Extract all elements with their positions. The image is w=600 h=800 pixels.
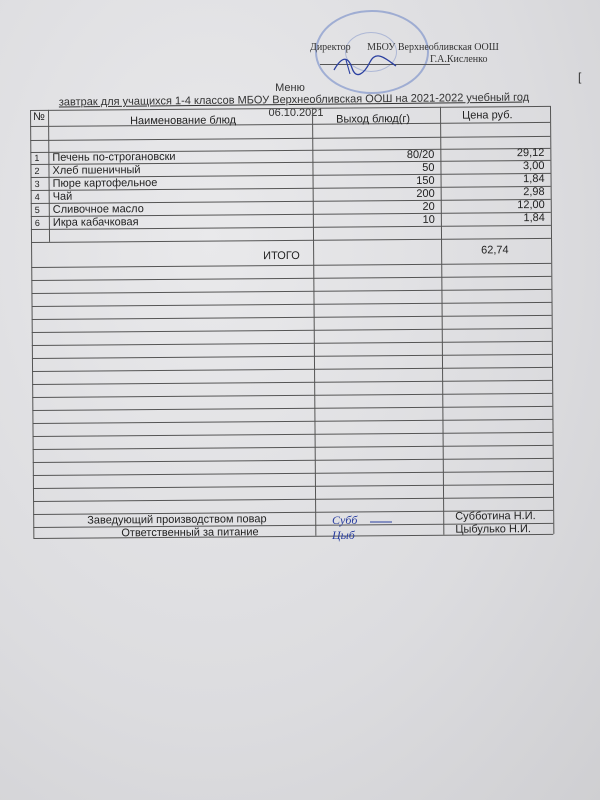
footer-name-nutrition: Цыбулько Н.И. [455,523,531,536]
dish-yield: 80/20 [406,148,435,162]
dish-name: Чай [52,190,73,203]
row-number: 6 [34,217,40,228]
signature-nutrition: Цыб [332,528,355,542]
dish-price: 2,98 [523,185,545,199]
header-dish-name: Наименование блюд [130,114,237,128]
dish-price: 3,00 [522,159,545,173]
approval-name: Г.А.Кисленко [430,54,488,65]
footer-role-nutrition: Ответственный за питание [121,526,259,540]
director-signature [330,52,400,78]
approval-organization: МБОУ Верхнеобливская ООШ [367,42,499,53]
row-number: 3 [34,178,40,189]
dish-yield: 10 [422,213,435,226]
dish-name: Пюре картофельное [52,177,158,190]
footer-signatures [326,508,406,544]
row-number: 5 [34,204,40,215]
dish-name: Сливочное масло [52,203,144,216]
dish-price: 12,00 [517,198,545,212]
margin-mark: [ [578,70,582,84]
dish-name: Печень по-строгановски [52,150,176,164]
menu-table [30,106,553,538]
dish-yield: 150 [416,174,435,187]
menu-title: Меню [275,82,305,94]
footer-role-production: Заведующий производством повар [87,513,267,527]
dish-yield: 50 [422,161,435,174]
signature-production: Субб [332,513,358,527]
header-yield: Выход блюд(г) [336,113,411,126]
dish-price: 29,12 [516,146,545,160]
dish-price: 1,84 [523,211,545,225]
footer-name-production: Субботина Н.И. [455,510,536,523]
header-price: Цена руб. [462,109,513,122]
dish-yield: 200 [416,187,435,200]
dish-yield: 20 [422,200,435,213]
row-number: 2 [34,165,40,176]
row-number: 4 [34,191,40,202]
row-number: 1 [34,152,40,163]
dish-name: Икра кабачковая [52,216,139,229]
total-label: ИТОГО [263,249,300,263]
header-number: № [33,110,45,123]
total-value: 62,74 [481,244,509,257]
approval-position: Директор [310,42,351,53]
dish-price: 1,84 [523,172,545,186]
menu-subtitle: завтрак для учащихся 1-4 классов МБОУ Верхнеобливская ООШ на 2021-2022 учебный год [58,91,530,109]
menu-date: 06.10.2021 [268,107,324,119]
dish-name: Хлеб пшеничный [52,164,141,177]
